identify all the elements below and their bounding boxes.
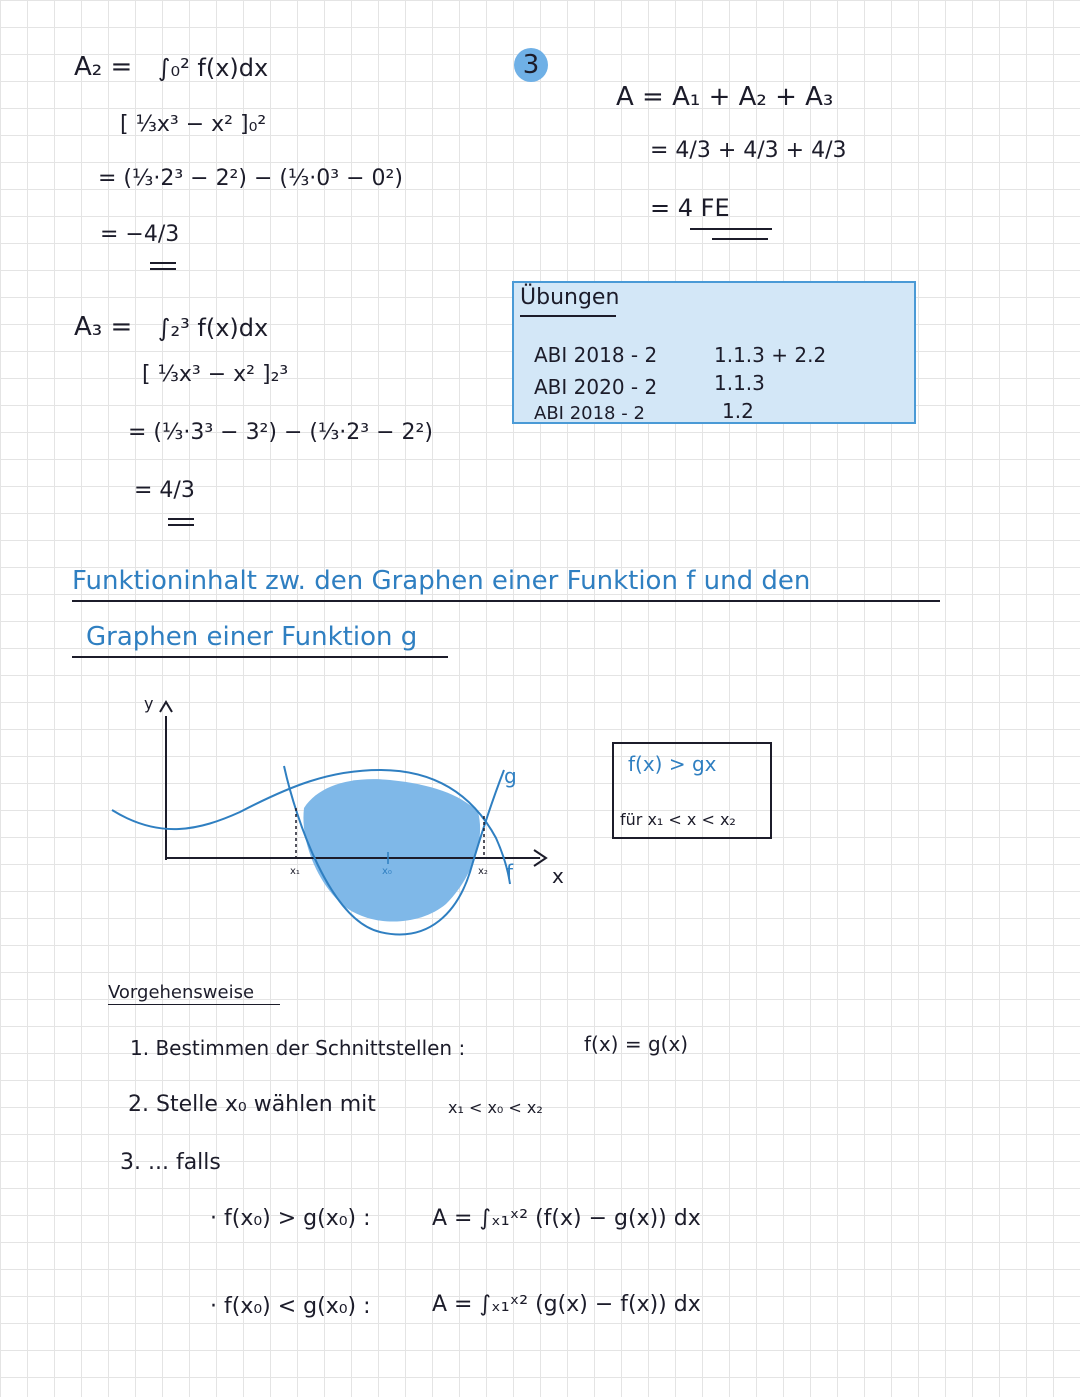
exercise-source-1: ABI 2018 - 2 (534, 343, 658, 367)
a2-label: A₂ = (74, 52, 133, 82)
area-between-curves (303, 779, 480, 921)
case-1-formula: A = ∫ₓ₁ˣ² (f(x) − g(x)) dx (432, 1206, 701, 1231)
exercise-tasks-3: 1.2 (722, 399, 754, 423)
total-area-sum: A = A₁ + A₂ + A₃ (616, 82, 834, 112)
step-1-equation: f(x) = g(x) (584, 1032, 689, 1056)
step-number-badge: 3 (514, 48, 548, 82)
f-curve-label: f (506, 860, 514, 884)
condition-line-2: für x₁ < x < x₂ (620, 810, 736, 829)
heading-line-1: Funktioninhalt zw. den Graphen einer Funktion f und den (72, 566, 811, 596)
exercise-source-2: ABI 2020 - 2 (534, 375, 658, 399)
a2-result: = −4/3 (100, 222, 180, 247)
a2-substitution: = (⅓·2³ − 2²) − (⅓·0³ − 0²) (98, 166, 403, 191)
total-area-values: = 4/3 + 4/3 + 4/3 (650, 138, 847, 163)
exercise-tasks-2: 1.1.3 (714, 371, 765, 395)
step-2-label: 2. Stelle x₀ wählen mit (128, 1092, 376, 1117)
g-curve-label: g (504, 764, 517, 788)
case-2-condition: · f(x₀) < g(x₀) : (210, 1294, 371, 1319)
x2-label: x₂ (478, 866, 488, 877)
a3-label: A₃ = (74, 312, 133, 342)
a2-integral: ∫₀² f(x)dx (158, 54, 269, 82)
heading-line-2: Graphen einer Funktion g (86, 622, 418, 652)
a2-antiderivative: [ ⅓x³ − x² ]₀² (120, 112, 267, 137)
a3-integral: ∫₂³ f(x)dx (158, 314, 269, 342)
y-axis-arrow (160, 702, 172, 712)
exercises-title: Übungen (520, 285, 620, 310)
step-1-label: 1. Bestimmen der Schnittstellen : (130, 1036, 466, 1060)
a3-substitution: = (⅓·3³ − 3²) − (⅓·2³ − 2²) (128, 420, 433, 445)
procedure-title: Vorgehensweise (108, 982, 255, 1003)
x1-label: x₁ (290, 866, 300, 877)
x-axis-label: x (552, 864, 564, 888)
a3-antiderivative: [ ⅓x³ − x² ]₂³ (142, 362, 289, 387)
condition-line-1: f(x) > gx (628, 752, 717, 776)
case-2-formula: A = ∫ₓ₁ˣ² (g(x) − f(x)) dx (432, 1292, 701, 1317)
y-axis-label: y (144, 694, 154, 713)
case-1-condition: · f(x₀) > g(x₀) : (210, 1206, 371, 1231)
step-2-condition: x₁ < x₀ < x₂ (448, 1098, 543, 1117)
exercise-tasks-1: 1.1.3 + 2.2 (714, 343, 827, 367)
exercise-source-3: ABI 2018 - 2 (534, 403, 645, 424)
procedure-title-underline (108, 1004, 280, 1005)
a3-result: = 4/3 (134, 478, 195, 503)
x0-label: x₀ (382, 866, 392, 877)
step-3-label: 3. ... falls (120, 1150, 221, 1175)
condition-box (612, 742, 772, 839)
total-area-result: = 4 FE (650, 194, 730, 222)
